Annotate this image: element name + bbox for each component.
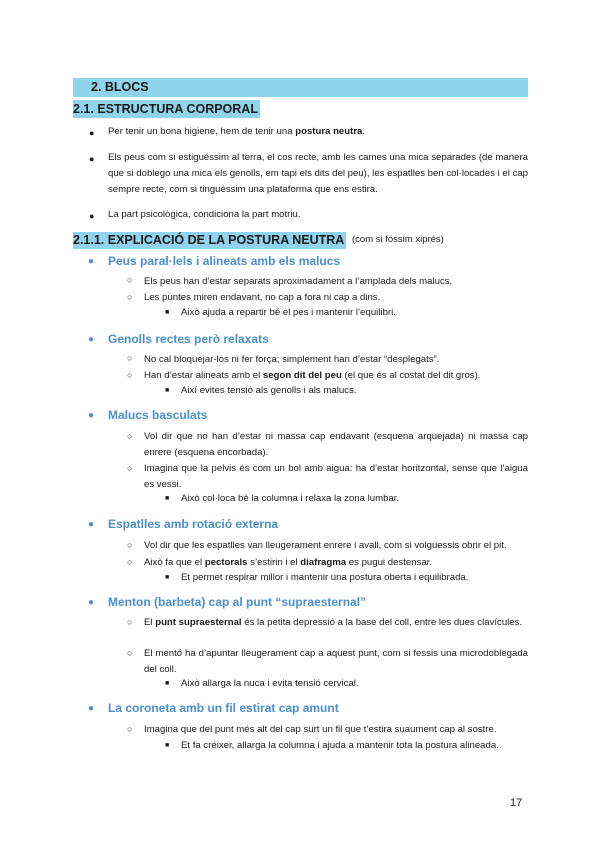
list-item: El punt supraesternal és la petita depressió a la base del coll, entre les dues clavícules.: [144, 617, 523, 628]
square-bullet: ■: [165, 680, 170, 687]
section-title-chin: Menton (barbeta) cap al punt “supraesternal”: [108, 595, 367, 609]
square-bullet: ■: [165, 574, 170, 581]
square-bullet: ■: [165, 742, 170, 749]
list-item: No cal bloquejar-los ni fer força; simplement han d’estar “desplegats”.: [144, 354, 440, 365]
circle-bullet: ○: [127, 557, 133, 567]
list-item: Imagina que del punt més alt del cap surt un fil que t’estira suaument cap al sostre.: [144, 724, 497, 735]
circle-bullet: ○: [127, 275, 133, 285]
note: Això col·loca bé la columna i relaxa la zona lumbar.: [181, 493, 400, 504]
note: Això allarga la nuca i evita tensió cervical.: [181, 678, 359, 689]
note: Et permet respirar millor i mantenir una postura oberta i equilibrada.: [181, 572, 469, 583]
section-bullet: ●: [88, 519, 95, 530]
heading-1: 2. BLOCS: [91, 80, 149, 94]
list-item: Imagina que la pelvis és com un bol amb aigua: ha d’estar horitzontal, sense que l’aigua es vessi.: [144, 463, 528, 490]
intro-paragraph-1: Per tenir un bona higiene, hem de tenir una postura neutra.: [108, 126, 366, 137]
heading-1-bar: [73, 78, 528, 97]
list-item: Això fa que el pectorals s’estirin i el diafragma es pugui destensar.: [144, 557, 432, 568]
circle-bullet: ○: [127, 540, 133, 550]
bullet-dot: ●: [89, 154, 95, 164]
note: Així evites tensió als genolls i als malucs.: [181, 385, 357, 396]
heading-3-note: (com si fóssim xiprés): [352, 234, 444, 245]
intro-paragraph-2: Els peus com si estiguéssim al terra, el cos recte, amb les cames una mica separades (de manera que si doblego una mica els genolls, em tapi els dits del peu), les espatlles ben col·locades i el cap sempre recte, com si tinguéssim una plataforma que ens estira.: [108, 152, 528, 195]
section-title-hips: Malucs basculats: [108, 408, 208, 422]
square-bullet: ■: [165, 387, 170, 394]
section-title-shoulders: Espatlles amb rotació externa: [108, 517, 279, 531]
list-item: Han d’estar alineats amb el segon dit del peu (el que és al costat del dit gros).: [144, 370, 481, 381]
square-bullet: ■: [165, 309, 170, 316]
list-item: Vol dir que no han d’estar ni massa cap endavant (esquena arquejada) ni massa cap enrere (esquena encorbada).: [144, 431, 528, 458]
list-item: Vol dir que les espatlles van lleugerament enrere i avall, com si volguessis obrir el pit.: [144, 540, 507, 551]
page-number: 17: [510, 797, 523, 809]
square-bullet: ■: [165, 495, 170, 502]
list-item: Les puntes miren endavant, no cap a fora ni cap a dins.: [144, 292, 381, 303]
section-title-knees: Genolls rectes però relaxats: [108, 332, 269, 346]
note: Això ajuda a repartir bé el pes i mantenir l’equilibri.: [181, 307, 396, 318]
intro-paragraph-3: La part psicològica, condiciona la part motriu.: [108, 209, 301, 220]
list-item: El mentó ha d’apuntar lleugerament cap a aquest punt, com si fessis una microdoblegada del coll.: [144, 648, 528, 675]
circle-bullet: ○: [127, 724, 133, 734]
bullet-dot: ●: [89, 211, 95, 221]
circle-bullet: ○: [127, 431, 133, 441]
section-bullet: ●: [88, 256, 95, 267]
heading-3: 2.1.1. EXPLICACIÓ DE LA POSTURA NEUTRA: [73, 233, 345, 247]
section-bullet: ●: [88, 597, 95, 608]
circle-bullet: ○: [127, 617, 133, 627]
circle-bullet: ○: [127, 648, 133, 658]
circle-bullet: ○: [127, 463, 133, 473]
section-bullet: ●: [88, 334, 95, 345]
section-title-feet: Peus paral·lels i alineats amb els malucs: [108, 254, 341, 268]
circle-bullet: ○: [127, 353, 133, 363]
heading-2: 2.1. ESTRUCTURA CORPORAL: [73, 102, 258, 116]
section-bullet: ●: [88, 410, 95, 421]
list-item: Els peus han d’estar separats aproximadament a l’amplada dels malucs.: [144, 276, 453, 287]
bullet-dot: ●: [89, 128, 95, 138]
section-title-crown: La coroneta amb un fil estirat cap amunt: [108, 701, 339, 715]
circle-bullet: ○: [127, 292, 133, 302]
circle-bullet: ○: [127, 370, 133, 380]
section-bullet: ●: [88, 703, 95, 714]
note: Et fa créixer, allarga la columna i ajuda a mantenir tota la postura alineada.: [181, 740, 499, 751]
